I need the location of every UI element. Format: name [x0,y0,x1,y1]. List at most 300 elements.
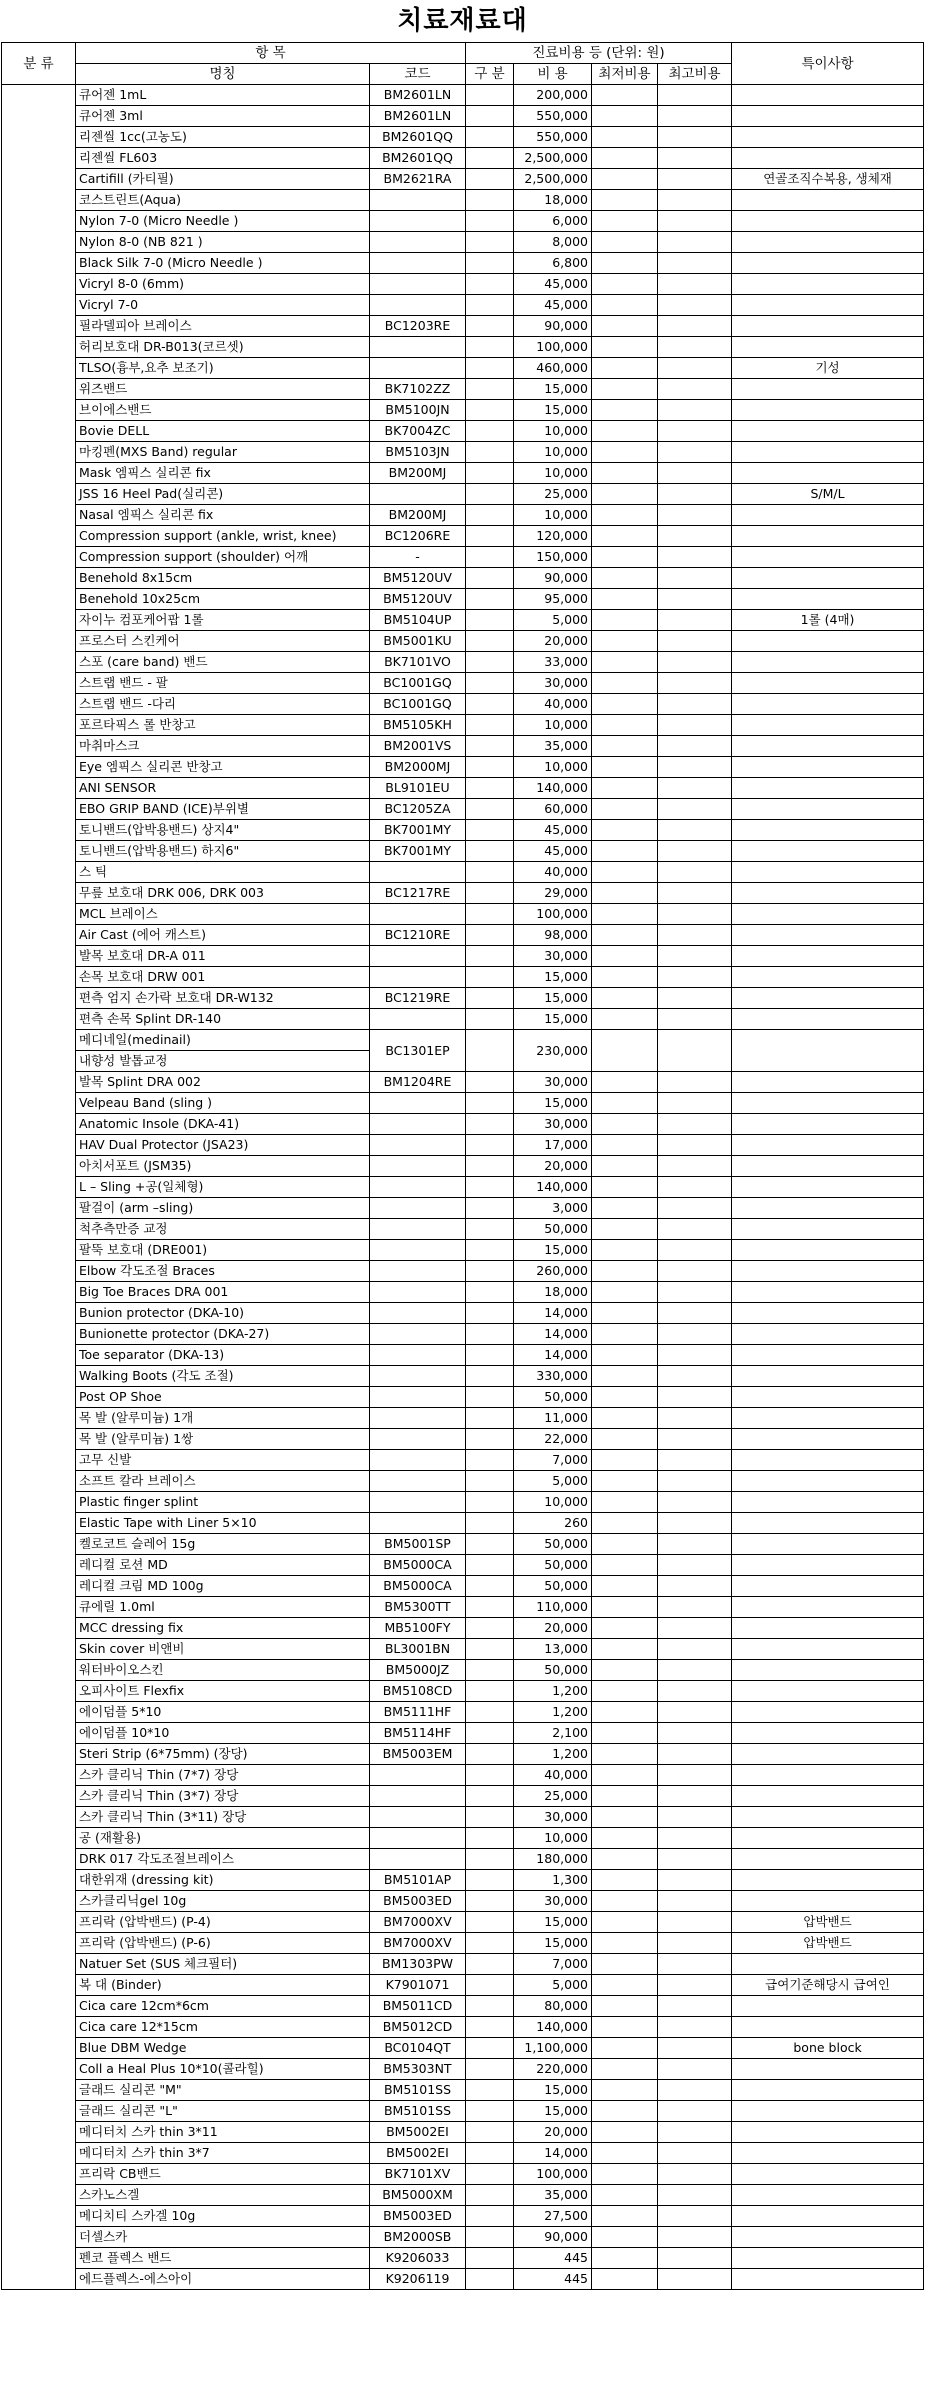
min-cost-cell [592,1324,658,1345]
division-cell [466,1240,514,1261]
item-name-cell: 스트랩 밴드 -다리 [76,694,370,715]
table-row [2,2206,924,2227]
cost-cell: 98,000 [514,925,592,946]
min-cost-cell [592,1555,658,1576]
table-row [2,295,924,316]
note-cell [732,1723,924,1744]
item-code-cell [370,1450,466,1471]
min-cost-cell [592,148,658,169]
division-cell [466,1408,514,1429]
item-code-cell: BC1206RE [370,526,466,547]
note-cell [732,589,924,610]
note-cell [732,1786,924,1807]
max-cost-cell [658,1009,732,1030]
min-cost-cell [592,1471,658,1492]
table-row [2,190,924,211]
min-cost-cell [592,232,658,253]
table-row [2,1744,924,1765]
table-row [2,1135,924,1156]
table-row [2,1324,924,1345]
cost-cell: 35,000 [514,2185,592,2206]
table-row [2,1996,924,2017]
max-cost-cell [658,946,732,967]
table-row [2,1702,924,1723]
max-cost-cell [658,1030,732,1072]
min-cost-cell [592,295,658,316]
note-cell [732,1114,924,1135]
table-row [2,1072,924,1093]
cost-cell: 18,000 [514,190,592,211]
item-name-cell: Cica care 12cm*6cm [76,1996,370,2017]
item-name-cell: 공 (재활용) [76,1828,370,1849]
division-cell [466,526,514,547]
item-code-cell [370,1765,466,1786]
note-cell [732,1996,924,2017]
division-cell [466,1933,514,1954]
min-cost-cell [592,841,658,862]
division-cell [466,1639,514,1660]
item-code-cell: K7901071 [370,1975,466,1996]
table-row [2,1198,924,1219]
max-cost-cell [658,778,732,799]
note-cell [732,1492,924,1513]
item-name-cell: ANI SENSOR [76,778,370,799]
item-code-cell: BC1203RE [370,316,466,337]
min-cost-cell [592,1891,658,1912]
table-row [2,1555,924,1576]
min-cost-cell [592,547,658,568]
note-cell [732,442,924,463]
cost-cell: 30,000 [514,1807,592,1828]
header-note: 특이사항 [732,43,924,85]
max-cost-cell [658,1240,732,1261]
division-cell [466,2185,514,2206]
note-cell [732,967,924,988]
division-cell [466,232,514,253]
division-cell [466,1177,514,1198]
division-cell [466,1954,514,1975]
table-row [2,1660,924,1681]
cost-cell: 10,000 [514,757,592,778]
min-cost-cell [592,778,658,799]
note-cell [732,925,924,946]
table-row [2,2080,924,2101]
note-cell: 기성 [732,358,924,379]
item-name-cell: 복 대 (Binder) [76,1975,370,1996]
min-cost-cell [592,337,658,358]
table-row [2,967,924,988]
division-cell [466,1576,514,1597]
max-cost-cell [658,2101,732,2122]
item-code-cell: BM5003ED [370,1891,466,1912]
cost-cell: 15,000 [514,1912,592,1933]
item-code-cell [370,1114,466,1135]
min-cost-cell [592,1975,658,1996]
min-cost-cell [592,484,658,505]
min-cost-cell [592,358,658,379]
division-cell [466,1891,514,1912]
item-code-cell: BM2000SB [370,2227,466,2248]
max-cost-cell [658,694,732,715]
item-code-cell [370,1429,466,1450]
cost-cell: 25,000 [514,1786,592,1807]
max-cost-cell [658,1429,732,1450]
table-row [2,1261,924,1282]
item-code-cell: BM5103JN [370,442,466,463]
item-code-cell: BM5104UP [370,610,466,631]
table-row [2,1828,924,1849]
item-code-cell: BM5003EM [370,1744,466,1765]
cost-cell: 60,000 [514,799,592,820]
division-cell [466,1219,514,1240]
item-name-cell: Skin cover 비앤비 [76,1639,370,1660]
item-name-cell: Elbow 각도조절 Braces [76,1261,370,1282]
item-name-cell: Steri Strip (6*75mm) (장당) [76,1744,370,1765]
table-row [2,232,924,253]
max-cost-cell [658,1324,732,1345]
division-cell [466,463,514,484]
note-cell [732,1744,924,1765]
min-cost-cell [592,1870,658,1891]
cost-cell: 50,000 [514,1387,592,1408]
table-row [2,1891,924,1912]
division-cell [466,1702,514,1723]
division-cell [466,1492,514,1513]
note-cell [732,1471,924,1492]
min-cost-cell [592,757,658,778]
page-title: 치료재료대 [397,6,528,36]
item-name-cell: Nylon 7-0 (Micro Needle ) [76,211,370,232]
note-cell [732,2269,924,2290]
min-cost-cell [592,2269,658,2290]
cost-cell: 40,000 [514,694,592,715]
item-name-cell: Bovie DELL [76,421,370,442]
note-cell [732,190,924,211]
cost-cell: 330,000 [514,1366,592,1387]
item-code-cell [370,1492,466,1513]
item-name-cell: 에이덤플 5*10 [76,1702,370,1723]
table-row [2,631,924,652]
min-cost-cell [592,2185,658,2206]
item-name-cell: 에드플렉스-에스아이 [76,2269,370,2290]
min-cost-cell [592,526,658,547]
note-cell [732,1681,924,1702]
table-row [2,568,924,589]
note-cell [732,400,924,421]
note-cell [732,1219,924,1240]
cost-cell: 14,000 [514,1324,592,1345]
table-row [2,1366,924,1387]
cost-cell: 140,000 [514,2017,592,2038]
cost-cell: 90,000 [514,2227,592,2248]
item-code-cell: BM2601QQ [370,148,466,169]
division-cell [466,652,514,673]
division-cell [466,1303,514,1324]
min-cost-cell [592,2059,658,2080]
item-name-cell: Elastic Tape with Liner 5×10 [76,1513,370,1534]
division-cell [466,778,514,799]
max-cost-cell [658,379,732,400]
division-cell [466,904,514,925]
header-item: 항 목 [76,43,466,64]
item-name-cell: 스 틱 [76,862,370,883]
item-code-cell: BM2601QQ [370,127,466,148]
min-cost-cell [592,1135,658,1156]
division-cell [466,2122,514,2143]
min-cost-cell [592,694,658,715]
note-cell [732,463,924,484]
table-row [2,2185,924,2206]
table-row [2,1807,924,1828]
note-cell: 연골조직수복용, 생체재 [732,169,924,190]
table-row [2,988,924,1009]
table-row [2,1534,924,1555]
note-cell [732,1576,924,1597]
item-name-cell: 워터바이오스킨 [76,1660,370,1681]
note-cell [732,988,924,1009]
division-cell [466,358,514,379]
note-cell [732,2101,924,2122]
cost-cell: 150,000 [514,547,592,568]
header-cost-group: 진료비용 등 (단위: 원) [466,43,732,64]
division-cell [466,799,514,820]
min-cost-cell [592,988,658,1009]
min-cost-cell [592,1093,658,1114]
table-row [2,1681,924,1702]
cost-cell: 200,000 [514,85,592,106]
division-cell [466,589,514,610]
min-cost-cell [592,2143,658,2164]
table-row [2,2143,924,2164]
header-max-cost: 최고비용 [658,64,732,85]
note-cell [732,85,924,106]
max-cost-cell [658,1996,732,2017]
cost-cell: 15,000 [514,2080,592,2101]
min-cost-cell [592,799,658,820]
note-cell [732,1408,924,1429]
note-cell [732,337,924,358]
item-name-cell: 팔걸이 (arm –sling) [76,1198,370,1219]
max-cost-cell [658,1744,732,1765]
min-cost-cell [592,946,658,967]
cost-cell: 50,000 [514,1534,592,1555]
item-code-cell: BM5003ED [370,2206,466,2227]
max-cost-cell [658,841,732,862]
table-row [2,1009,924,1030]
max-cost-cell [658,2164,732,2185]
item-name-cell: 편측 손목 Splint DR-140 [76,1009,370,1030]
header-category: 분 류 [2,43,76,85]
cost-cell: 10,000 [514,421,592,442]
table-row [2,253,924,274]
division-cell [466,1975,514,1996]
min-cost-cell [592,190,658,211]
item-name-cell: 메디네일(medinail) [76,1030,370,1051]
item-name-cell: Eye 엠픽스 실리콘 반창고 [76,757,370,778]
min-cost-cell [592,1387,658,1408]
note-cell [732,652,924,673]
max-cost-cell [658,295,732,316]
division-cell [466,2080,514,2101]
division-cell [466,1807,514,1828]
item-name-cell: 스카 클리닉 Thin (7*7) 장당 [76,1765,370,1786]
max-cost-cell [658,736,732,757]
min-cost-cell [592,1072,658,1093]
cost-cell: 15,000 [514,1240,592,1261]
item-name-cell: 리젠씰 1cc(고농도) [76,127,370,148]
item-name-cell: Air Cast (에어 캐스트) [76,925,370,946]
cost-cell: 5,000 [514,610,592,631]
min-cost-cell [592,2017,658,2038]
cost-cell: 40,000 [514,862,592,883]
division-cell [466,1261,514,1282]
min-cost-cell [592,610,658,631]
item-code-cell: BL3001BN [370,1639,466,1660]
header-code: 코드 [370,64,466,85]
table-row [2,841,924,862]
max-cost-cell [658,757,732,778]
max-cost-cell [658,127,732,148]
max-cost-cell [658,1765,732,1786]
note-cell [732,862,924,883]
division-cell [466,1135,514,1156]
division-cell [466,2206,514,2227]
division-cell [466,484,514,505]
note-cell [732,1303,924,1324]
item-code-cell: BM200MJ [370,505,466,526]
table-row [2,274,924,295]
table-row [2,673,924,694]
table-row [2,694,924,715]
item-name-cell: 레디컬 로션 MD [76,1555,370,1576]
max-cost-cell [658,1513,732,1534]
min-cost-cell [592,1030,658,1072]
division-cell [466,1345,514,1366]
item-code-cell: BK7001MY [370,841,466,862]
table-row [2,442,924,463]
division-cell [466,2143,514,2164]
item-code-cell: BM7000XV [370,1912,466,1933]
table-row [2,1576,924,1597]
table-row [2,421,924,442]
division-cell [466,190,514,211]
cost-cell: 80,000 [514,1996,592,2017]
division-cell [466,1114,514,1135]
item-code-cell [370,862,466,883]
note-cell [732,1639,924,1660]
table-row [2,1177,924,1198]
table-row [2,2038,924,2059]
table-row [2,1240,924,1261]
division-cell [466,1429,514,1450]
item-name-cell: Benehold 10x25cm [76,589,370,610]
max-cost-cell [658,106,732,127]
cost-cell: 30,000 [514,1891,592,1912]
item-name-cell: MCL 브레이스 [76,904,370,925]
max-cost-cell [658,1597,732,1618]
min-cost-cell [592,421,658,442]
division-cell [466,2038,514,2059]
item-name-cell: Natuer Set (SUS 체크필터) [76,1954,370,1975]
division-cell [466,1030,514,1072]
item-name-cell: 허리보호대 DR-B013(코르셋) [76,337,370,358]
cost-cell: 5,000 [514,1975,592,1996]
min-cost-cell [592,1240,658,1261]
table-row [2,778,924,799]
item-name-cell: L – Sling +공(일체형) [76,1177,370,1198]
max-cost-cell [658,1114,732,1135]
note-cell [732,820,924,841]
item-code-cell: BC1301EP [370,1030,466,1072]
note-cell [732,1597,924,1618]
cost-cell: 50,000 [514,1576,592,1597]
division-cell [466,1072,514,1093]
division-cell [466,2101,514,2122]
cost-cell: 550,000 [514,127,592,148]
note-cell [732,799,924,820]
max-cost-cell [658,2038,732,2059]
division-cell [466,2269,514,2290]
item-code-cell [370,211,466,232]
item-code-cell: BK7102ZZ [370,379,466,400]
note-cell [732,904,924,925]
cost-cell: 14,000 [514,1303,592,1324]
fee-table [1,42,924,2290]
note-cell [732,694,924,715]
table-row [2,1492,924,1513]
division-cell [466,1387,514,1408]
max-cost-cell [658,1198,732,1219]
cost-cell: 11,000 [514,1408,592,1429]
header-min-cost: 최저비용 [592,64,658,85]
cost-cell: 50,000 [514,1219,592,1240]
min-cost-cell [592,1828,658,1849]
division-cell [466,379,514,400]
note-cell [732,1618,924,1639]
division-cell [466,127,514,148]
division-cell [466,316,514,337]
cost-cell: 10,000 [514,715,592,736]
item-name-cell: 고무 신발 [76,1450,370,1471]
min-cost-cell [592,1702,658,1723]
min-cost-cell [592,1618,658,1639]
note-cell [732,547,924,568]
cost-cell: 15,000 [514,1009,592,1030]
cost-cell: 10,000 [514,442,592,463]
min-cost-cell [592,883,658,904]
max-cost-cell [658,211,732,232]
cost-cell: 50,000 [514,1660,592,1681]
note-cell [732,1240,924,1261]
item-code-cell [370,1408,466,1429]
division-cell [466,1093,514,1114]
cost-cell: 10,000 [514,1828,592,1849]
item-name-cell: 아치서포트 (JSM35) [76,1156,370,1177]
max-cost-cell [658,1954,732,1975]
item-code-cell [370,1093,466,1114]
division-cell [466,337,514,358]
division-cell [466,442,514,463]
table-row [2,1975,924,1996]
min-cost-cell [592,505,658,526]
cost-cell: 1,100,000 [514,2038,592,2059]
item-code-cell: BM5120UV [370,589,466,610]
table-row [2,757,924,778]
note-cell [732,1177,924,1198]
cost-cell: 15,000 [514,2101,592,2122]
item-name-cell: 자이누 컴포케어팝 1롤 [76,610,370,631]
table-row [2,526,924,547]
